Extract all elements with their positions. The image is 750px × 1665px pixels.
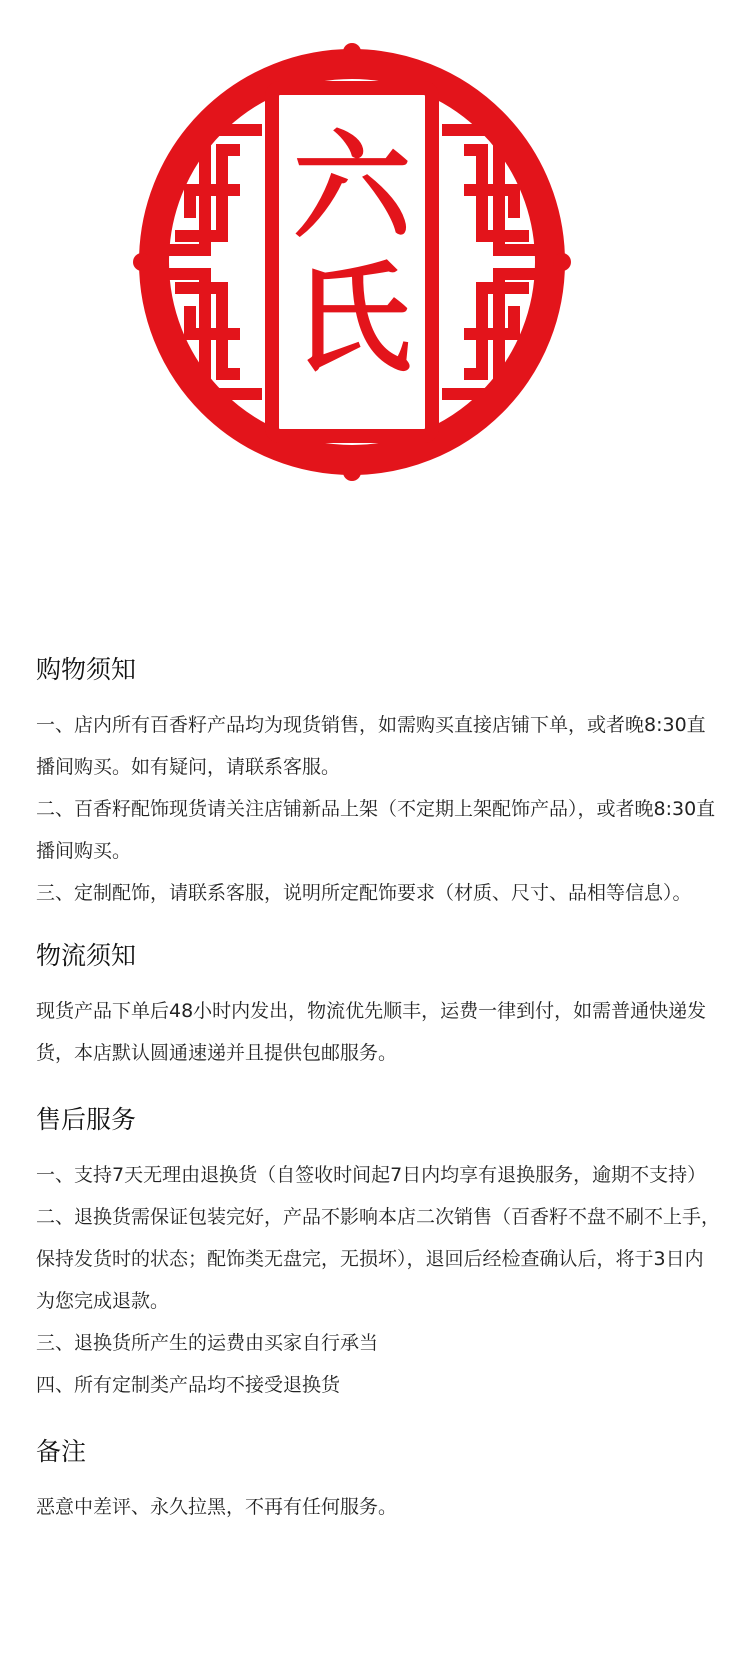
logo-dot-left [133,253,151,271]
store-notice [36,650,721,1548]
logo-dot-right [553,253,571,271]
aftersales-item: 一、支持7天无理由退换货（自签收时间起7日内均享有退换服务，逾期不支持） [36,1164,707,1186]
shopping-notice-item: 一、店内所有百香籽产品均为现货销售，如需购买直接店铺下单，或者晚8:30直播间购买。如有疑问，请联系客服。 [36,714,706,778]
logo-dot-top [343,43,361,61]
aftersales-item: 四、所有定制类产品均不接受退换货 [36,1374,341,1396]
shopping-notice-section [36,650,721,914]
shopping-notice-item: 二、百香籽配饰现货请关注店铺新品上架（不定期上架配饰产品），或者晚8:30直播间购买。 [36,798,716,862]
aftersales-section [36,1100,721,1406]
logo-seal-graphic [0,0,750,600]
notes-item: 恶意中差评、永久拉黑，不再有任何服务。 [36,1496,398,1518]
logistics-notice-title: 物流须知 [36,941,137,970]
notes-section [36,1432,721,1528]
logo-char-bottom: 氏 [292,249,412,388]
aftersales-title: 售后服务 [36,1105,137,1134]
notes-title: 备注 [36,1437,87,1466]
shopping-notice-title: 购物须知 [36,655,137,684]
logistics-notice-item: 现货产品下单后48小时内发出，物流优先顺丰，运费一律到付，如需普通快递发货，本店默认圆通速递并且提供包邮服务。 [36,1000,707,1064]
logo-char-top: 六 [292,117,412,256]
logistics-notice-section [36,936,721,1074]
aftersales-item: 三、退换货所产生的运费由买家自行承当 [36,1332,379,1354]
brand-logo [0,0,750,600]
aftersales-item: 二、退换货需保证包装完好，产品不影响本店二次销售（百香籽不盘不刷不上手，保持发货时的状态；配饰类无盘完，无损坏），退回后经检查确认后，将于3日内为您完成退款。 [36,1206,721,1312]
logo-dot-bottom [343,463,361,481]
shopping-notice-item: 三、定制配饰，请联系客服，说明所定配饰要求（材质、尺寸、品相等信息）。 [36,882,692,904]
